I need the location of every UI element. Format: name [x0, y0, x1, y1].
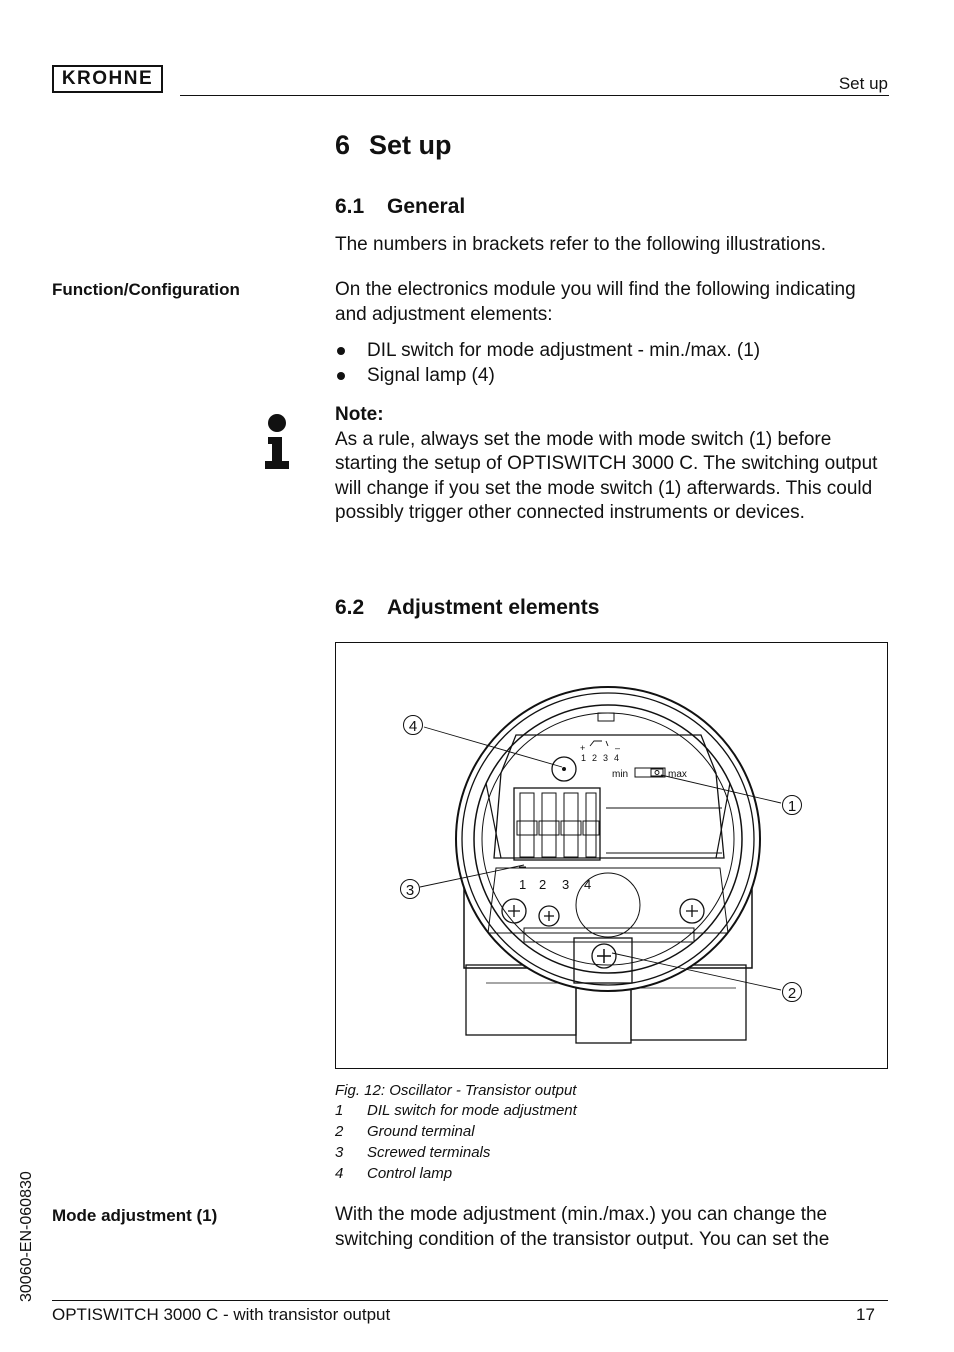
general-intro: The numbers in brackets refer to the following illustrations.	[335, 234, 827, 255]
terminal-number-3: 3	[562, 877, 570, 892]
terminal-number-2: 2	[539, 877, 547, 892]
terminal-number-1: 1	[519, 877, 527, 892]
housing-foot	[576, 988, 631, 1043]
info-icon	[262, 413, 292, 469]
figure-legend	[335, 1100, 577, 1184]
section-title: General	[387, 195, 466, 218]
callout-label: 3	[405, 882, 415, 899]
header-section-title: Set up	[838, 74, 888, 93]
switch-terminal-4: 4	[614, 753, 620, 763]
legend-item: 3 Screwed terminals	[335, 1144, 491, 1161]
switch-label-max: max	[668, 769, 687, 780]
footer-document-title: OPTISWITCH 3000 C - with transistor output	[52, 1305, 391, 1324]
note-title: Note:	[335, 404, 384, 425]
list-item: DIL switch for mode adjustment - min./max. (1)	[335, 338, 760, 363]
legend-item: 1 DIL switch for mode adjustment	[335, 1102, 577, 1119]
callout-label: 4	[408, 718, 418, 735]
figure-oscillator-transistor-output	[335, 642, 888, 1069]
page-number: 17	[856, 1305, 875, 1324]
switch-terminal-3: 3	[603, 753, 609, 763]
chapter-heading	[335, 130, 452, 161]
list-item: Signal lamp (4)	[335, 363, 760, 388]
mode-adjustment-text: With the mode adjustment (min./max.) you can change the switching condition of the transistor output. You can set the	[335, 1204, 830, 1250]
section-title: Adjustment elements	[387, 596, 600, 619]
side-label-mode-adjustment: Mode adjustment (1)	[52, 1206, 218, 1225]
chapter-number: 6	[335, 130, 351, 160]
terminal-number-4: 4	[584, 877, 592, 892]
section-heading-adjustment	[335, 596, 599, 620]
switch-label-plus: +	[580, 743, 586, 753]
krohne-logo: KROHNE	[52, 65, 163, 93]
note-block	[335, 403, 891, 526]
adjustment-elements-list	[335, 338, 760, 388]
switch-terminal-2: 2	[592, 753, 598, 763]
header-rule	[180, 95, 889, 96]
function-config-text: On the electronics module you will find the following indicating and adjustment elements:	[335, 279, 856, 325]
callout-label: 1	[787, 798, 797, 815]
switch-terminal-1: 1	[581, 753, 587, 763]
legend-item: 2 Ground terminal	[335, 1123, 475, 1140]
callout-label: 2	[787, 985, 797, 1002]
section-number: 6.1	[335, 195, 365, 218]
chapter-title: Set up	[369, 130, 452, 160]
footer-rule	[52, 1300, 888, 1301]
legend-item: 4 Control lamp	[335, 1165, 453, 1182]
housing-ring-outer	[456, 687, 760, 991]
oscillator-drawing	[336, 643, 887, 1068]
section-heading-general	[335, 195, 465, 219]
switch-label-minus: –	[615, 743, 621, 753]
section-number: 6.2	[335, 596, 365, 619]
note-text: As a rule, always set the mode with mode switch (1) before starting the setup of OPTISWITCH 3000 C. The switching output will change if you set the mode switch (1) afterwards. This could possibly trigger other connected instruments or devices.	[335, 428, 878, 523]
side-label-function-configuration: Function/Configuration	[52, 280, 240, 299]
document-id: 30060-EN-060830	[18, 1171, 35, 1302]
switch-label-min: min	[612, 769, 629, 780]
figure-caption: Fig. 12: Oscillator - Transistor output	[335, 1082, 577, 1099]
